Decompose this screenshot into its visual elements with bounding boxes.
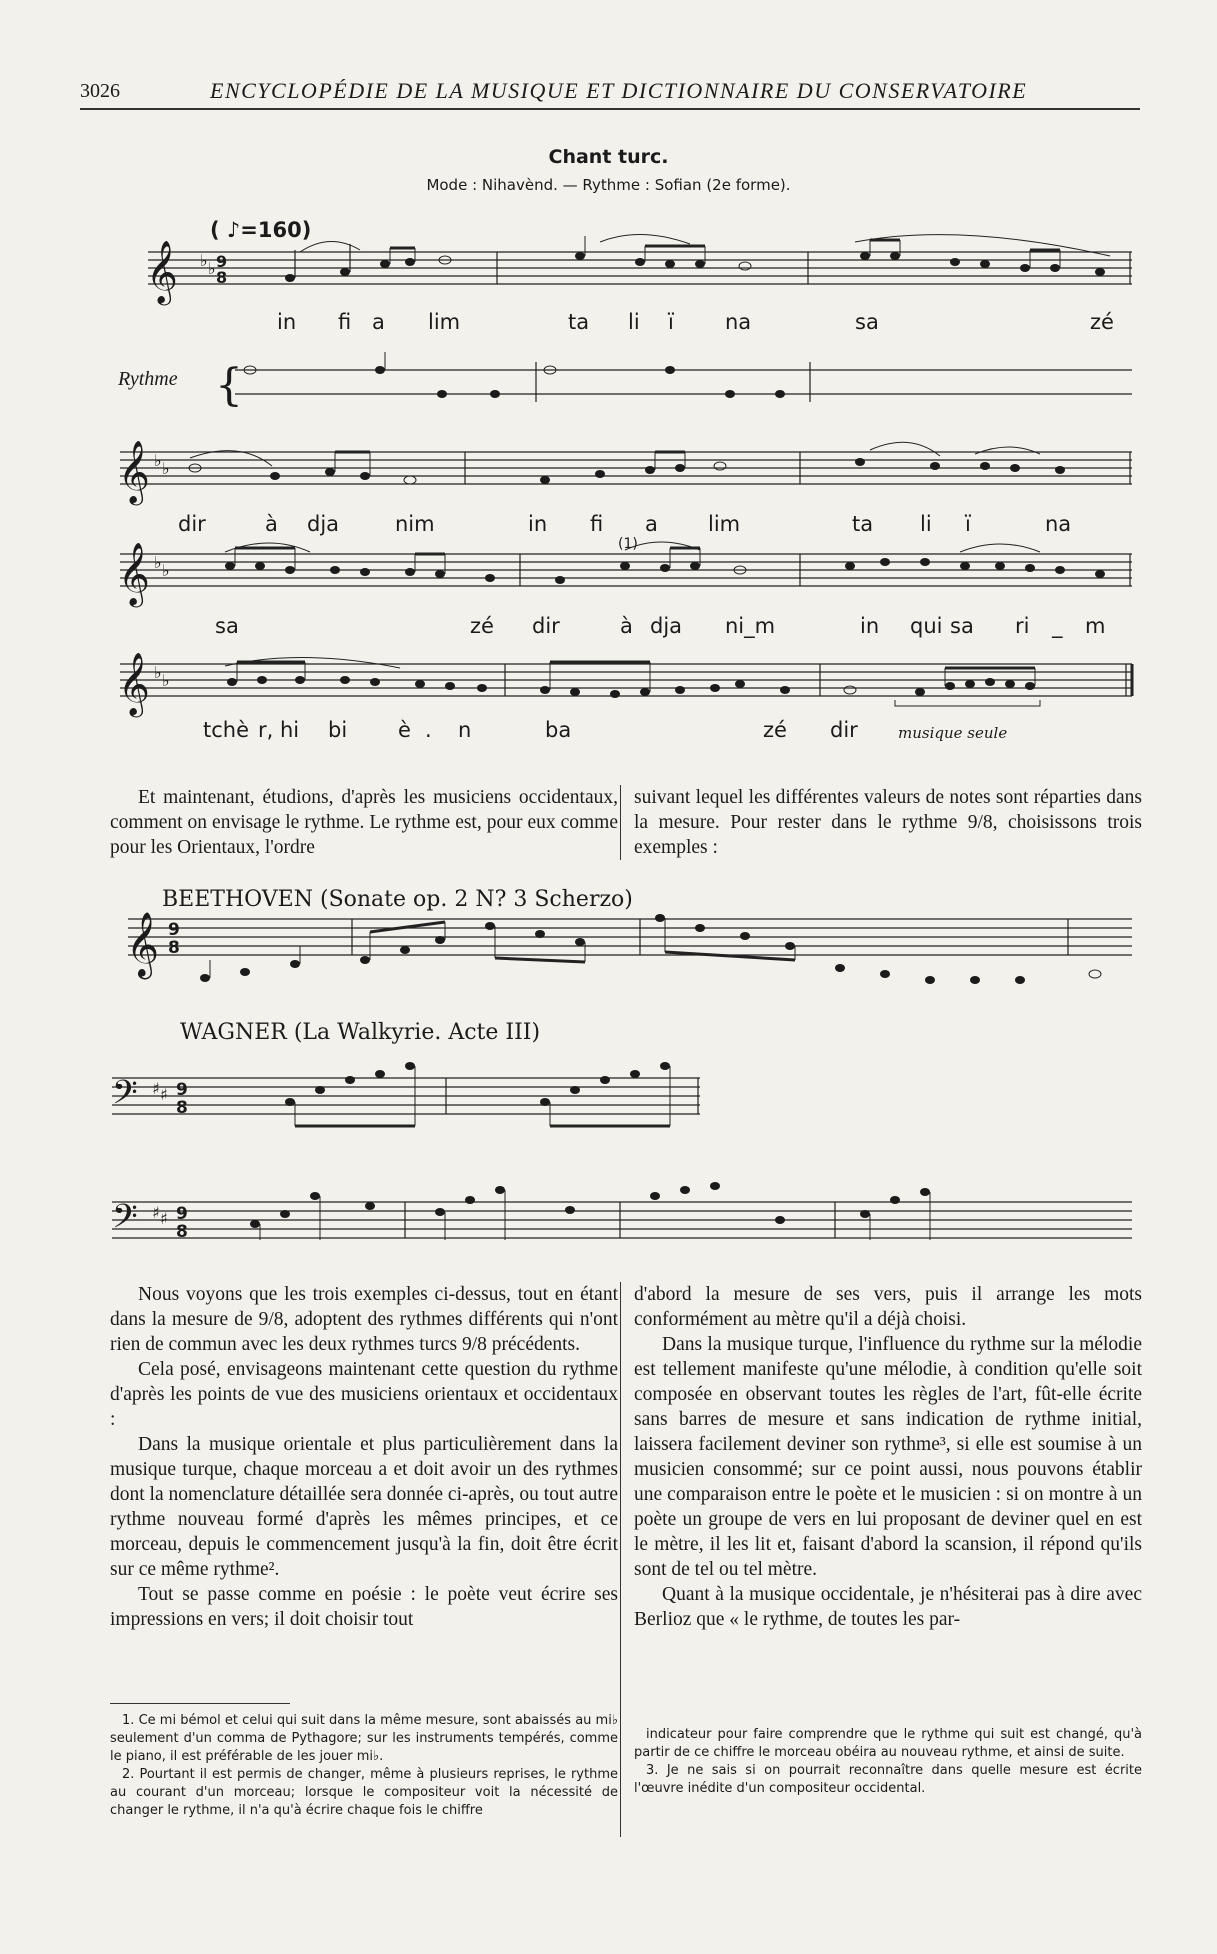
- notes-wagner-1: [285, 1062, 670, 1126]
- lyric: à: [265, 512, 278, 536]
- lyric: fi: [590, 512, 604, 536]
- footnote: indicateur pour faire comprendre que le rythme qui suit est changé, qu'à partir de ce chiffre le morceau obéira au nouveau rythme, et ainsi de suite.: [634, 1727, 1142, 1760]
- lyric: tchè: [203, 718, 250, 742]
- lyric: ï: [668, 310, 674, 334]
- staff-chant-2: [120, 452, 1132, 484]
- svg-text:♭: ♭: [208, 259, 216, 278]
- svg-text:♭: ♭: [200, 251, 208, 270]
- body-left-column: [110, 1282, 618, 1632]
- lyric: qui: [910, 614, 943, 638]
- lyric: ni_m: [725, 614, 776, 638]
- svg-text:♭: ♭: [162, 671, 170, 690]
- svg-text:8: 8: [176, 1222, 188, 1240]
- lyric: nim: [395, 512, 435, 536]
- treble-clef-icon: 𝄞: [146, 240, 178, 303]
- paragraph: suivant lequel les différentes valeurs de notes sont réparties dans la mesure. Pour rester dans le rythme 9/8, choisissons trois exemples :: [634, 787, 1142, 858]
- svg-text:♯: ♯: [160, 1209, 168, 1228]
- lyric: bi: [328, 718, 348, 742]
- lyric: .: [425, 718, 432, 742]
- treble-clef-icon: 𝄞: [118, 652, 150, 715]
- staff-beethoven: [128, 919, 1132, 955]
- svg-text:9: 9: [176, 1204, 188, 1224]
- lyric: ï: [965, 512, 971, 536]
- treble-clef-icon: 𝄞: [118, 440, 150, 503]
- lyric: in: [528, 512, 548, 536]
- lyric: zé: [1090, 310, 1114, 334]
- lyric: fi: [338, 310, 352, 334]
- svg-text:8: 8: [176, 1098, 188, 1118]
- lyric: dja: [307, 512, 340, 536]
- paragraph: Et maintenant, étudions, d'après les musiciens occidentaux, comment on envisage le rythme. Le rythme est, pour eux comme pour les Orientaux, l'ordre: [110, 787, 618, 858]
- notes-rhythm: [244, 352, 785, 398]
- lyric: m: [1085, 614, 1106, 638]
- beethoven-example-title: BEETHOVEN (Sonate op. 2 N? 3 Scherzo): [162, 887, 633, 912]
- chant-mode-line: Mode : Nihavènd. — Rythme : Sofian (2e forme).: [426, 176, 791, 194]
- paragraph: Quant à la musique occidentale, je n'hésiterai pas à dire avec Berlioz que « le rythme, de toutes les par-: [634, 1584, 1142, 1630]
- musique-seule-label: musique seule: [898, 724, 1008, 742]
- lyric: na: [1045, 512, 1072, 536]
- staff-wagner-2: [112, 1202, 1132, 1238]
- lyric: lim: [428, 310, 461, 334]
- lyric: ta: [568, 310, 590, 334]
- lyric: a: [645, 512, 658, 536]
- lyric: dir: [830, 718, 858, 742]
- lyric: sa: [855, 310, 879, 334]
- svg-text:♯: ♯: [152, 1079, 160, 1098]
- lyric: sa: [950, 614, 974, 638]
- svg-text:8: 8: [216, 268, 228, 287]
- bass-clef-icon: 𝄢: [112, 1074, 138, 1120]
- intro-left-column: [110, 785, 618, 860]
- notes-staff-2: [189, 442, 1065, 484]
- notes-staff-1: [285, 234, 1110, 282]
- footnotes-left: [110, 1712, 618, 1820]
- lyric: li: [628, 310, 640, 334]
- svg-text:♯: ♯: [152, 1203, 160, 1222]
- column-divider: [620, 785, 621, 860]
- svg-text:♭: ♭: [162, 561, 170, 580]
- paragraph: d'abord la mesure de ses vers, puis il arrange les mots conformément au mètre qu'il a déjà choisi.: [634, 1284, 1142, 1330]
- rhythm-label: Rythme: [118, 368, 178, 390]
- paragraph: Dans la musique turque, l'influence du rythme sur la mélodie est tellement manifeste qu'une mélodie, à condition qu'elle soit composée en observant toutes les règles de l'art, fût-elle écrite sans barres de mesure et sans indication de rythme initial, laissera facilement deviner son rythme³, si elle est soumise à un musicien consommé; sur ce point aussi, nous pouvons établir une comparaison entre le poète et le musicien : si on montre à un poète un groupe de vers en lui proposant de deviner quel en est le mètre, il les lit et, faisant d'abord la scansion, il répond qu'ils sont de tel ou tel mètre.: [634, 1334, 1142, 1580]
- intro-right-column: [634, 785, 1142, 860]
- staff-rhythm: [235, 362, 1132, 402]
- lyric: in: [277, 310, 297, 334]
- lyric: ta: [852, 512, 874, 536]
- staff-wagner-1: [112, 1078, 700, 1114]
- lyric: na: [725, 310, 752, 334]
- lyric: zé: [763, 718, 787, 742]
- lyric: zé: [470, 614, 494, 638]
- bass-clef-icon: 𝄢: [112, 1198, 138, 1240]
- lyric: in: [860, 614, 880, 638]
- lyric: dir: [532, 614, 560, 638]
- svg-text:♭: ♭: [162, 459, 170, 478]
- lyric: dja: [650, 614, 683, 638]
- lyric: sa: [215, 614, 239, 638]
- lyric: ba: [545, 718, 572, 742]
- footnote-mark: (1): [618, 536, 638, 552]
- column-divider: [620, 1282, 621, 1837]
- page-number: 3026: [80, 80, 120, 102]
- lyric: lim: [708, 512, 741, 536]
- brace-icon: {: [215, 360, 243, 411]
- running-title: ENCYCLOPÉDIE DE LA MUSIQUE ET DICTIONNAIRE DU CONSERVATOIRE: [210, 78, 1028, 103]
- svg-text:♭: ♭: [154, 451, 162, 470]
- lyric: li: [920, 512, 932, 536]
- lyric: n: [458, 718, 472, 742]
- svg-text:9: 9: [176, 1080, 188, 1100]
- svg-text:9: 9: [216, 252, 228, 271]
- svg-text:♯: ♯: [160, 1085, 168, 1104]
- lyric: è: [398, 718, 411, 742]
- lyric: dir: [178, 512, 206, 536]
- lyric: à: [620, 614, 633, 638]
- footnote-rule: [110, 1703, 290, 1704]
- footnote: 2. Pourtant il est permis de changer, même à plusieurs reprises, le rythme au courant d'un morceau; lorsque le compositeur voit la nécessité de changer le rythme, il n'a qu'à écrire chaque fois le chiffre: [110, 1767, 618, 1818]
- notes-staff-4: [225, 657, 1040, 706]
- paragraph: Dans la musique orientale et plus particulièrement dans la musique turque, chaque morceau a et doit avoir un des rythmes dont la nomenclature détaillée sera donnée ci-après, ou tout autre rythme nouveau formé d'après les mêmes principes, et ce morceau, depuis le commencement jusqu'à la fin, doit être écrit sur ce même rythme².: [110, 1434, 618, 1580]
- body-right-column: [634, 1282, 1142, 1632]
- lyric: a: [372, 310, 385, 334]
- chant-title: Chant turc.: [548, 146, 669, 168]
- paragraph: Cela posé, envisageons maintenant cette question du rythme d'après les points de vue des musiciens orientaux et occidentaux :: [110, 1359, 618, 1430]
- staff-chant-3: [120, 554, 1132, 586]
- wagner-example-title: WAGNER (La Walkyrie. Acte III): [180, 1020, 541, 1045]
- paragraph: Tout se passe comme en poésie : le poète veut écrire ses impressions en vers; il doit choisir tout: [110, 1584, 618, 1630]
- lyric: _: [1052, 614, 1063, 638]
- lyric: r, hi: [258, 718, 300, 742]
- treble-clef-icon: 𝄞: [118, 542, 150, 605]
- footnote: 3. Je ne sais si on pourrait reconnaître dans quelle mesure est écrite l'œuvre inédite d'un compositeur occidental.: [634, 1763, 1142, 1796]
- tempo-marking: ( ♪=160): [210, 218, 312, 242]
- footnotes-right: [634, 1726, 1142, 1798]
- notes-beethoven: [200, 914, 1101, 984]
- treble-clef-icon: 𝄞: [126, 912, 160, 977]
- svg-text:♭: ♭: [154, 553, 162, 572]
- footnote: 1. Ce mi bémol et celui qui suit dans la même mesure, sont abaissés au mi♭ seulement d'un comma de Pythagore; sur les instruments tempérés, comme le piano, il est préférable de les jouer mi♭.: [110, 1713, 618, 1764]
- lyric: ri: [1015, 614, 1030, 638]
- paragraph: Nous voyons que les trois exemples ci-dessus, tout en étant dans la mesure de 9/8, adoptent des rythmes différents qui n'ont rien de commun avec les deux rythmes turcs 9/8 précédents.: [110, 1284, 618, 1355]
- svg-text:8: 8: [168, 938, 180, 958]
- svg-text:♭: ♭: [154, 663, 162, 682]
- svg-text:9: 9: [168, 920, 180, 940]
